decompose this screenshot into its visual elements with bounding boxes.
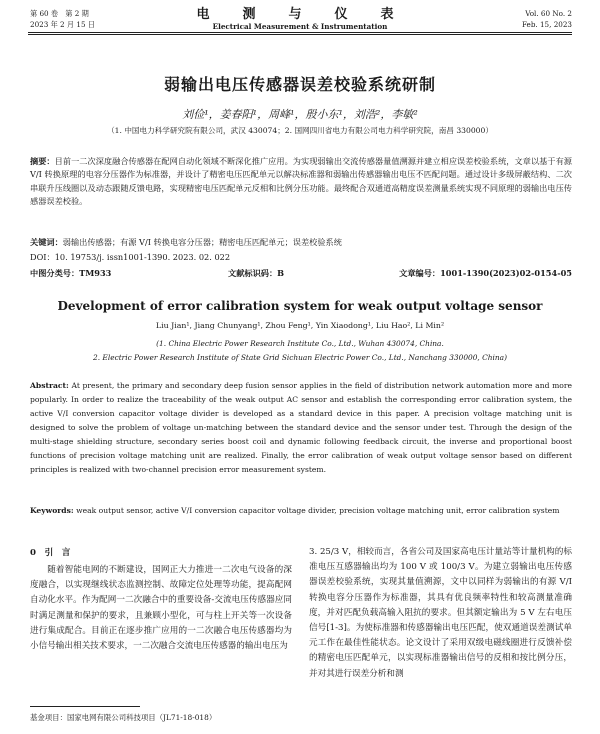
date-en: Feb. 15, 2023 [521,20,572,29]
journal-name-en: Electrical Measurement & Instrumentation [212,22,388,31]
date-cn: 2023 年 2 月 15 日 [30,20,95,29]
title-en: Development of error calibration system for weak output voltage sensor [57,299,543,313]
affiliation-en [0,337,600,365]
footnote-funding: 基金项目：国家电网有限公司科技项目（JL71-18-018） [30,713,217,722]
volume-issue-en: Vol. 60 No. 2 [525,9,572,18]
header-rule-bottom [28,34,572,35]
keywords-en-label: Keywords: [30,506,74,515]
affiliation-en-2: 2. Electric Power Research Institute of State Grid Sichuan Electric Power Co., Ltd., Nanchang 330000, China) [93,353,507,362]
body-column-left: 随着智能电网的不断建设，国网正大力推进一二次电气设备的深度融合，以实现继线状态监测控制、故障定位处理等功能，提高配网自动化水平。作为配网一二次融合中的重要设备-交流电压传感器应同时满足测量和保护的要求，且兼顾小型化，可与柱上开关等一次设备进行集成配合。目前正在逐步推广应用的一二次融合电压传感器均为小信号输出相关技术要求，一二次融合交流电压传感器的输出电压为 [30,565,292,652]
abstract-en-label: Abstract: [30,381,69,390]
affiliation-en-1: (1. China Electric Power Research Institute Co., Ltd., Wuhan 430074, China. [156,339,444,348]
keywords-cn-text: 弱输出传感器；有源 V/I 转换电容分压器；精密电压匹配单元；误差校验系统 [62,237,342,247]
volume-issue-cn: 第 60 卷 第 2 期 [30,9,89,18]
abstract-cn-label: 摘要： [30,156,55,166]
affiliation-cn: （1. 中国电力科学研究院有限公司，武汉 430074；2. 国网四川省电力有限公司电力科学研究院，南昌 330000） [107,126,493,135]
journal-name-cn: 电 测 与 仪 表 [196,7,404,22]
section-heading-introduction: 0 引 言 [30,548,71,558]
body-column-right: 3. 25/3 V，相较而言，各省公司及国家高电压计量站等计量机构的标准电压互感器输出均为 100 V 或 100/3 V。为建立弱输出电压传感器误差校验系统，实现其量值溯源，文中以同样为弱输出的有源 V/I 转换电容分压器作为标准器，其具有优良频率特性和较高测量准确度，并对匹配负载高输入阻抗的要求。但其额定输出为 5 V 左右电压信号[1-3]。为使标准器和传感器输出电压匹配，使双通道误差测试单元工作在最佳性能状态。论文设计了采用双级电磁线圈进行反馈补偿的精密电压匹配单元，以实现标准器输出信号的反相和按比例分压，并对其进行误差分析和测 [309,547,572,679]
header-rule-top [28,32,572,33]
clc-number: 中图分类号：TM933 [30,268,112,278]
header-center [0,7,600,31]
keywords-en-text: weak output sensor, active V/I conversion capacitor voltage divider, precision voltage matching unit, error calibration system [73,506,560,515]
keywords-en [30,504,572,518]
footnote-rule [30,706,140,707]
authors-en: Liu Jian¹, Jiang Chunyang¹, Zhou Feng¹, Yin Xiaodong¹, Liu Hao², Li Min² [155,321,445,330]
keywords-cn-label: 关键词： [30,237,63,247]
document-code: 文献标识码：B [228,268,285,278]
header-right [522,8,572,30]
doi: DOI：10. 19753/j. issn1001-1390. 2023. 02. 022 [30,252,231,262]
title-cn: 弱输出电压传感器误差校验系统研制 [163,75,436,94]
abstract-cn [30,155,572,209]
keywords-cn [30,237,572,248]
authors-cn: 刘俭¹，姜春阳¹，周峰¹，殷小东¹，刘浩²，李敏² [182,108,418,121]
abstract-en [30,379,572,477]
abstract-en-text: At present, the primary and secondary deep fusion sensor applies in the field of distribution network automation more and more popularly. In order to realize the traceability of the weak output AC sensor and establish the corresponding error calibration system, the active V/I conversion capacitor voltage divider is developed as a standard device in this paper. A precision voltage matching unit is designed to solve the problem of voltage un-matching between the standard device and the sensor under test. Through the design of the multi-stage shielding structure, secondary series boost coil and dynamic following feedback circuit, the inverse and proportional boost functions of precision voltage matching unit are realized. Finally, the error calibration of weak output voltage sensor based on different principles is realized with two-channel precision error measurement system. [30,381,572,474]
article-number: 文章编号：1001-1390(2023)02-0154-05 [399,268,572,278]
abstract-cn-text: 目前一二次深度融合传感器在配网自动化领域不断深化推广应用。为实现弱输出交流传感器量值溯源并建立相应误差校验系统，文章以基于有源 V/I 转换原理的电容分压器作为标准器，并设计了精密电压匹配单元以解决标准器和弱输出传感器输出电压不匹配问题。通过设计多级屏蔽结构、二次串联升压线圈以及动态跟随反馈电路，实现精密电压匹配单元反相和比例分压功能。最终配合双通道高精度误差测量系统实现不同原理的弱输出电压传感器误差校验。 [30,156,572,207]
